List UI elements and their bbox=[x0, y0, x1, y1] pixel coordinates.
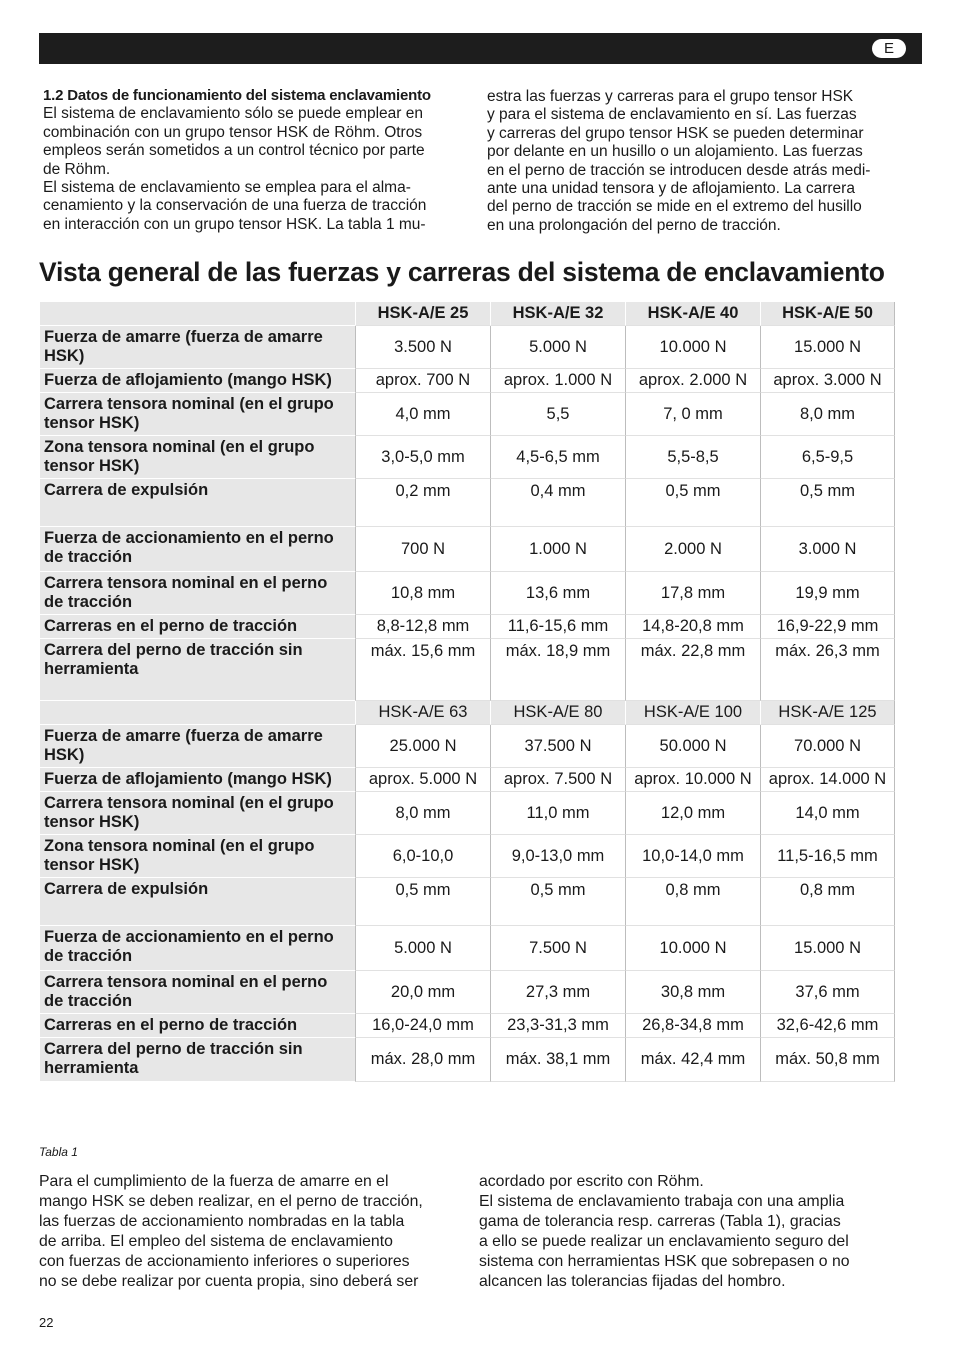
table-cell: 4,5-6,5 mm bbox=[490, 436, 625, 479]
intro-line: cenamiento y la conservación de una fuerza de tracción bbox=[43, 197, 427, 215]
table-cell: 37.500 N bbox=[490, 725, 625, 768]
table-cell: 5.000 N bbox=[355, 926, 490, 971]
table-cell: 4,0 mm bbox=[355, 393, 490, 436]
intro-line: y para el sistema de enclavamiento en sí. Las fuerzas bbox=[487, 106, 857, 124]
row-label: Carrera tensora nominal (en el grupo tensor HSK) bbox=[40, 393, 355, 436]
table-cell: 11,0 mm bbox=[490, 792, 625, 835]
specifications-table bbox=[40, 302, 895, 1082]
table-cell: 0,8 mm bbox=[625, 878, 760, 926]
outro-line: a ello se puede realizar un enclavamiento seguro del bbox=[479, 1233, 849, 1250]
outro-line: sistema con herramientas HSK que sobrepasen o no bbox=[479, 1253, 850, 1270]
table-row bbox=[40, 527, 895, 572]
row-label: Zona tensora nominal (en el grupo tensor HSK) bbox=[40, 835, 355, 878]
table-cell: 0,5 mm bbox=[355, 878, 490, 926]
outro-line: Para el cumplimiento de la fuerza de amarre en el bbox=[39, 1173, 389, 1190]
table-cell: máx. 22,8 mm bbox=[625, 639, 760, 701]
table-cell: 8,0 mm bbox=[355, 792, 490, 835]
table-header-corner bbox=[40, 302, 355, 326]
table-row bbox=[40, 1038, 895, 1082]
table-cell: 5,5-8,5 bbox=[625, 436, 760, 479]
table-cell: 13,6 mm bbox=[490, 572, 625, 615]
table-cell: 9,0-13,0 mm bbox=[490, 835, 625, 878]
table-cell: aprox. 7.500 N bbox=[490, 768, 625, 792]
table-cell: 8,0 mm bbox=[760, 393, 895, 436]
table-cell: 0,5 mm bbox=[760, 479, 895, 527]
table-cell: 0,5 mm bbox=[625, 479, 760, 527]
table-cell: 23,3-31,3 mm bbox=[490, 1014, 625, 1038]
page-number: 22 bbox=[39, 1315, 54, 1330]
outro-right-column bbox=[479, 1172, 899, 1292]
table-header-row bbox=[40, 302, 895, 326]
intro-line: combinación con un grupo tensor HSK de Röhm. Otros bbox=[43, 123, 423, 141]
row-label: Carrera tensora nominal (en el grupo tensor HSK) bbox=[40, 792, 355, 835]
intro-line: de Röhm. bbox=[43, 160, 111, 178]
table-cell: aprox. 700 N bbox=[355, 369, 490, 393]
page-title: Vista general de las fuerzas y carreras del sistema de enclavamiento bbox=[39, 257, 885, 287]
table-cell: aprox. 2.000 N bbox=[625, 369, 760, 393]
table-cell: máx. 28,0 mm bbox=[355, 1038, 490, 1082]
row-label: Carrera de expulsión bbox=[40, 878, 355, 926]
table-header-corner bbox=[40, 701, 355, 725]
table-row bbox=[40, 835, 895, 878]
table-cell: 10.000 N bbox=[625, 326, 760, 369]
table-cell: máx. 38,1 mm bbox=[490, 1038, 625, 1082]
language-badge: E bbox=[872, 39, 906, 58]
table-cell: 11,5-16,5 mm bbox=[760, 835, 895, 878]
table-cell: 6,0-10,0 bbox=[355, 835, 490, 878]
outro-line: las fuerzas de accionamiento nombradas en la tabla bbox=[39, 1213, 405, 1230]
section-heading: 1.2 Datos de funcionamiento del sistema enclavamiento bbox=[43, 87, 431, 104]
table-cell: 10.000 N bbox=[625, 926, 760, 971]
table-cell: 1.000 N bbox=[490, 527, 625, 572]
table-cell: 26,8-34,8 mm bbox=[625, 1014, 760, 1038]
table-row bbox=[40, 393, 895, 436]
table-cell: 2.000 N bbox=[625, 527, 760, 572]
table-cell: 37,6 mm bbox=[760, 971, 895, 1014]
outro-line: no se debe realizar por cuenta propia, sino deberá ser bbox=[39, 1273, 419, 1290]
table-cell: 30,8 mm bbox=[625, 971, 760, 1014]
outro-line: mango HSK se deben realizar, en el perno de tracción, bbox=[39, 1193, 423, 1210]
row-label: Fuerza de amarre (fuerza de amarre HSK) bbox=[40, 326, 355, 369]
outro-line: con fuerzas de accionamiento inferiores o superiores bbox=[39, 1253, 410, 1270]
table-row bbox=[40, 436, 895, 479]
table-row bbox=[40, 479, 895, 527]
table-cell: 10,8 mm bbox=[355, 572, 490, 615]
column-header: HSK-A/E 125 bbox=[760, 701, 895, 725]
intro-line: El sistema de enclavamiento sólo se puede emplear en bbox=[43, 105, 423, 123]
table-cell: 70.000 N bbox=[760, 725, 895, 768]
row-label: Fuerza de amarre (fuerza de amarre HSK) bbox=[40, 725, 355, 768]
table-cell: 19,9 mm bbox=[760, 572, 895, 615]
table-cell: 0,8 mm bbox=[760, 878, 895, 926]
intro-line: ante una unidad tensora y de aflojamiento. La carrera bbox=[487, 180, 855, 198]
header-bar bbox=[39, 33, 922, 64]
row-label: Zona tensora nominal (en el grupo tensor HSK) bbox=[40, 436, 355, 479]
row-label: Fuerza de accionamiento en el perno de tracción bbox=[40, 926, 355, 971]
outro-line: El sistema de enclavamiento trabaja con una amplia bbox=[479, 1193, 845, 1210]
table-row bbox=[40, 615, 895, 639]
row-label: Carrera del perno de tracción sin herramienta bbox=[40, 639, 355, 701]
table-row bbox=[40, 572, 895, 615]
table-row bbox=[40, 639, 895, 701]
row-label: Carrera del perno de tracción sin herramienta bbox=[40, 1038, 355, 1082]
row-label: Carreras en el perno de tracción bbox=[40, 1014, 355, 1038]
table-cell: máx. 15,6 mm bbox=[355, 639, 490, 701]
table-cell: aprox. 5.000 N bbox=[355, 768, 490, 792]
intro-line: en el perno de tracción se introducen desde atrás medi- bbox=[487, 161, 871, 179]
intro-right-column bbox=[487, 88, 907, 235]
table-cell: 8,8-12,8 mm bbox=[355, 615, 490, 639]
table-cell: aprox. 3.000 N bbox=[760, 369, 895, 393]
table-cell: aprox. 1.000 N bbox=[490, 369, 625, 393]
table-cell: 5,5 bbox=[490, 393, 625, 436]
table-cell: máx. 42,4 mm bbox=[625, 1038, 760, 1082]
intro-line: y carreras del grupo tensor HSK se pueden determinar bbox=[487, 124, 864, 142]
intro-line: empleos serán sometidos a un control técnico por parte bbox=[43, 142, 425, 160]
table-cell: 17,8 mm bbox=[625, 572, 760, 615]
intro-line: en una prolongación del perno de tracción. bbox=[487, 216, 781, 234]
table-header-row bbox=[40, 701, 895, 725]
intro-line: en interacción con un grupo tensor HSK. La tabla 1 mu- bbox=[43, 215, 426, 233]
table-cell: 16,0-24,0 mm bbox=[355, 1014, 490, 1038]
table-row bbox=[40, 326, 895, 369]
table-cell: aprox. 10.000 N bbox=[625, 768, 760, 792]
table-cell: 14,0 mm bbox=[760, 792, 895, 835]
table-cell: 7.500 N bbox=[490, 926, 625, 971]
outro-line: alcancen las tolerancias fijadas del hombro. bbox=[479, 1273, 786, 1290]
table-cell: 20,0 mm bbox=[355, 971, 490, 1014]
row-label: Carrera tensora nominal en el perno de tracción bbox=[40, 971, 355, 1014]
table-row bbox=[40, 1014, 895, 1038]
table-cell: 14,8-20,8 mm bbox=[625, 615, 760, 639]
table-cell: 0,2 mm bbox=[355, 479, 490, 527]
intro-line: por delante en un husillo o un alojamiento. Las fuerzas bbox=[487, 143, 863, 161]
table-cell: 7, 0 mm bbox=[625, 393, 760, 436]
table-cell: 3.500 N bbox=[355, 326, 490, 369]
table-row bbox=[40, 768, 895, 792]
table-cell: 15.000 N bbox=[760, 326, 895, 369]
row-label: Fuerza de aflojamiento (mango HSK) bbox=[40, 768, 355, 792]
table-cell: máx. 50,8 mm bbox=[760, 1038, 895, 1082]
row-label: Carrera tensora nominal en el perno de tracción bbox=[40, 572, 355, 615]
table-cell: 27,3 mm bbox=[490, 971, 625, 1014]
intro-line: estra las fuerzas y carreras para el grupo tensor HSK bbox=[487, 88, 854, 105]
table-row bbox=[40, 926, 895, 971]
table-cell: 0,4 mm bbox=[490, 479, 625, 527]
table-cell: 25.000 N bbox=[355, 725, 490, 768]
table-row bbox=[40, 369, 895, 393]
table-cell: 16,9-22,9 mm bbox=[760, 615, 895, 639]
table-cell: máx. 26,3 mm bbox=[760, 639, 895, 701]
column-header: HSK-A/E 63 bbox=[355, 701, 490, 725]
intro-line: del perno de tracción se mide en el extremo del husillo bbox=[487, 198, 862, 216]
outro-line: gama de tolerancia resp. carreras (Tabla 1), gracias bbox=[479, 1213, 841, 1230]
row-label: Fuerza de accionamiento en el perno de tracción bbox=[40, 527, 355, 572]
table-cell: 0,5 mm bbox=[490, 878, 625, 926]
table-row bbox=[40, 792, 895, 835]
table-cell: 15.000 N bbox=[760, 926, 895, 971]
table-cell: 3.000 N bbox=[760, 527, 895, 572]
table-cell: 10,0-14,0 mm bbox=[625, 835, 760, 878]
column-header: HSK-A/E 32 bbox=[490, 302, 625, 326]
intro-line: El sistema de enclavamiento se emplea para el alma- bbox=[43, 179, 411, 197]
table-cell: aprox. 14.000 N bbox=[760, 768, 895, 792]
table-caption: Tabla 1 bbox=[39, 1145, 78, 1159]
table-cell: 32,6-42,6 mm bbox=[760, 1014, 895, 1038]
outro-line: de arriba. El empleo del sistema de enclavamiento bbox=[39, 1233, 393, 1250]
table-row bbox=[40, 971, 895, 1014]
table-row bbox=[40, 878, 895, 926]
table-cell: 3,0-5,0 mm bbox=[355, 436, 490, 479]
table-cell: 12,0 mm bbox=[625, 792, 760, 835]
row-label: Fuerza de aflojamiento (mango HSK) bbox=[40, 369, 355, 393]
column-header: HSK-A/E 100 bbox=[625, 701, 760, 725]
intro-left-column bbox=[43, 87, 461, 234]
outro-line: acordado por escrito con Röhm. bbox=[479, 1173, 704, 1190]
table-cell: 6,5-9,5 bbox=[760, 436, 895, 479]
outro-left-column bbox=[39, 1172, 459, 1292]
column-header: HSK-A/E 50 bbox=[760, 302, 895, 326]
row-label: Carreras en el perno de tracción bbox=[40, 615, 355, 639]
column-header: HSK-A/E 40 bbox=[625, 302, 760, 326]
table-cell: 50.000 N bbox=[625, 725, 760, 768]
table-cell: 700 N bbox=[355, 527, 490, 572]
table-cell: 11,6-15,6 mm bbox=[490, 615, 625, 639]
table-cell: 5.000 N bbox=[490, 326, 625, 369]
row-label: Carrera de expulsión bbox=[40, 479, 355, 527]
column-header: HSK-A/E 80 bbox=[490, 701, 625, 725]
table-row bbox=[40, 725, 895, 768]
column-header: HSK-A/E 25 bbox=[355, 302, 490, 326]
table-cell: máx. 18,9 mm bbox=[490, 639, 625, 701]
